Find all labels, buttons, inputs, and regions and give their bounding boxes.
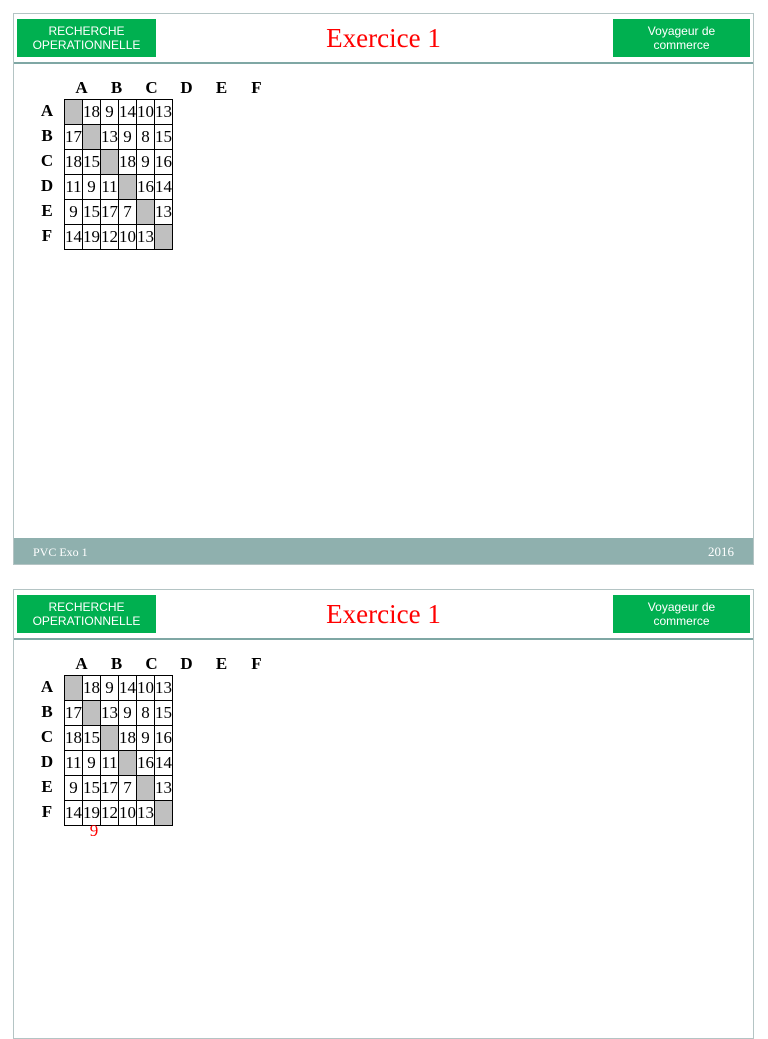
- matrix-cell: 18: [65, 726, 83, 751]
- column-header-b: B: [110, 78, 123, 97]
- matrix-cell: 19: [83, 801, 101, 826]
- topic-label-box: [613, 19, 750, 57]
- matrix-row: [65, 150, 173, 175]
- row-header-a: A: [40, 677, 54, 696]
- matrix-cell: 18: [83, 100, 101, 125]
- matrix-cell: 9: [137, 726, 155, 751]
- topic-label-line-2: commerce: [653, 614, 710, 628]
- matrix-cell: 9: [119, 701, 137, 726]
- column-header-a: A: [75, 78, 88, 97]
- slide-title: Exercice 1: [326, 599, 441, 629]
- matrix-cell: 17: [101, 200, 119, 225]
- topic-label-box: [613, 595, 750, 633]
- slide-header: [14, 590, 753, 640]
- course-label-line-2: OPERATIONNELLE: [32, 38, 141, 52]
- matrix-cell: 11: [101, 751, 119, 776]
- matrix-cell: 9: [101, 676, 119, 701]
- matrix-cell: 13: [155, 676, 173, 701]
- matrix-grid: [64, 675, 173, 826]
- column-header-a: A: [75, 654, 88, 673]
- row-header-d: D: [40, 752, 54, 771]
- column-header-e: E: [215, 78, 228, 97]
- matrix-cell: [83, 125, 101, 150]
- matrix-cell: 14: [155, 175, 173, 200]
- matrix-cell: 10: [119, 801, 137, 826]
- column-header-d: D: [180, 78, 193, 97]
- matrix-cell: 10: [137, 100, 155, 125]
- column-header-c: C: [145, 654, 158, 673]
- matrix-cell: 7: [119, 776, 137, 801]
- matrix-cell: 9: [65, 200, 83, 225]
- column-header-e: E: [215, 654, 228, 673]
- matrix-cell: 17: [101, 776, 119, 801]
- matrix-cell: 14: [119, 100, 137, 125]
- matrix-row: [65, 225, 173, 250]
- slide-1: [13, 13, 754, 565]
- matrix-cell: 15: [155, 701, 173, 726]
- matrix-cell: [137, 200, 155, 225]
- column-header-b: B: [110, 654, 123, 673]
- column-header-f: F: [251, 78, 262, 97]
- matrix-cell: 10: [119, 225, 137, 250]
- matrix-cell: 15: [83, 200, 101, 225]
- matrix-cell: 18: [83, 676, 101, 701]
- matrix-cell: 13: [137, 225, 155, 250]
- matrix-cell: 15: [155, 125, 173, 150]
- matrix-row: [65, 125, 173, 150]
- matrix-cell: 10: [137, 676, 155, 701]
- matrix-cell: 14: [65, 225, 83, 250]
- matrix-cell: 19: [83, 225, 101, 250]
- row-header-f: F: [41, 802, 53, 821]
- matrix-cell: [83, 701, 101, 726]
- matrix-cell: 13: [155, 776, 173, 801]
- matrix-row: [65, 200, 173, 225]
- slide-title: Exercice 1: [326, 23, 441, 53]
- matrix-row: [65, 175, 173, 200]
- matrix-cell: 15: [83, 150, 101, 175]
- matrix-cell: 17: [65, 125, 83, 150]
- slide-2: [13, 589, 754, 1039]
- matrix-cell: 14: [155, 751, 173, 776]
- matrix-cell: 9: [65, 776, 83, 801]
- matrix-row: [65, 100, 173, 125]
- matrix-cell: 15: [83, 726, 101, 751]
- matrix-cell: 11: [65, 175, 83, 200]
- matrix-row: [65, 726, 173, 751]
- matrix-cell: 16: [137, 175, 155, 200]
- course-label-line-1: RECHERCHE: [48, 600, 125, 614]
- matrix-cell: 16: [155, 150, 173, 175]
- matrix-cell: 14: [65, 801, 83, 826]
- row-header-c: C: [40, 727, 54, 746]
- footer-label: PVC Exo 1: [33, 545, 88, 559]
- matrix-cell: 14: [119, 676, 137, 701]
- matrix-cell: 8: [137, 125, 155, 150]
- row-header-b: B: [41, 126, 53, 145]
- row-header-d: D: [40, 176, 54, 195]
- column-header-f: F: [251, 654, 262, 673]
- topic-label-line-1: Voyageur de: [647, 24, 716, 38]
- matrix-cell: 18: [65, 150, 83, 175]
- matrix-cell: 18: [119, 726, 137, 751]
- matrix-cell: 13: [155, 200, 173, 225]
- matrix-cell: [65, 100, 83, 125]
- matrix-cell: [155, 225, 173, 250]
- matrix-cell: 9: [137, 150, 155, 175]
- course-label-line-2: OPERATIONNELLE: [32, 614, 141, 628]
- matrix-row: [65, 776, 173, 801]
- matrix-cell: 11: [101, 175, 119, 200]
- matrix-cell: [119, 175, 137, 200]
- matrix-row: [65, 751, 173, 776]
- course-label-line-1: RECHERCHE: [48, 24, 125, 38]
- row-header-e: E: [41, 201, 53, 220]
- matrix-grid: [64, 99, 173, 250]
- slide-header: [14, 14, 753, 64]
- matrix-cell: 9: [83, 175, 101, 200]
- matrix-cell: 9: [119, 125, 137, 150]
- matrix-cell: 16: [155, 726, 173, 751]
- matrix-cell: 9: [83, 751, 101, 776]
- row-header-b: B: [41, 702, 53, 721]
- matrix-cell: 17: [65, 701, 83, 726]
- matrix-cell: 16: [137, 751, 155, 776]
- matrix-cell: 13: [155, 100, 173, 125]
- slide-footer: [14, 538, 753, 564]
- matrix-cell: 18: [119, 150, 137, 175]
- column-header-d: D: [180, 654, 193, 673]
- matrix-row: [65, 676, 173, 701]
- row-header-a: A: [40, 101, 54, 120]
- matrix-cell: 9: [101, 100, 119, 125]
- topic-label-line-1: Voyageur de: [647, 600, 716, 614]
- footer-year: 2016: [708, 544, 734, 559]
- topic-label-line-2: commerce: [653, 38, 710, 52]
- column-header-c: C: [145, 78, 158, 97]
- row-header-f: F: [41, 226, 53, 245]
- matrix-cell: 13: [137, 801, 155, 826]
- matrix-cell: [101, 726, 119, 751]
- row-header-c: C: [40, 151, 54, 170]
- reduction-annotation: 9: [89, 821, 99, 840]
- matrix-row: [65, 701, 173, 726]
- matrix-cell: [119, 751, 137, 776]
- matrix-cell: 7: [119, 200, 137, 225]
- matrix-cell: 15: [83, 776, 101, 801]
- matrix-cell: 8: [137, 701, 155, 726]
- matrix-cell: 12: [101, 801, 119, 826]
- row-header-e: E: [41, 777, 53, 796]
- matrix-cell: 11: [65, 751, 83, 776]
- matrix-cell: 12: [101, 225, 119, 250]
- matrix-cell: [155, 801, 173, 826]
- matrix-cell: [137, 776, 155, 801]
- matrix-cell: [101, 150, 119, 175]
- matrix-cell: [65, 676, 83, 701]
- matrix-cell: 13: [101, 701, 119, 726]
- matrix-cell: 13: [101, 125, 119, 150]
